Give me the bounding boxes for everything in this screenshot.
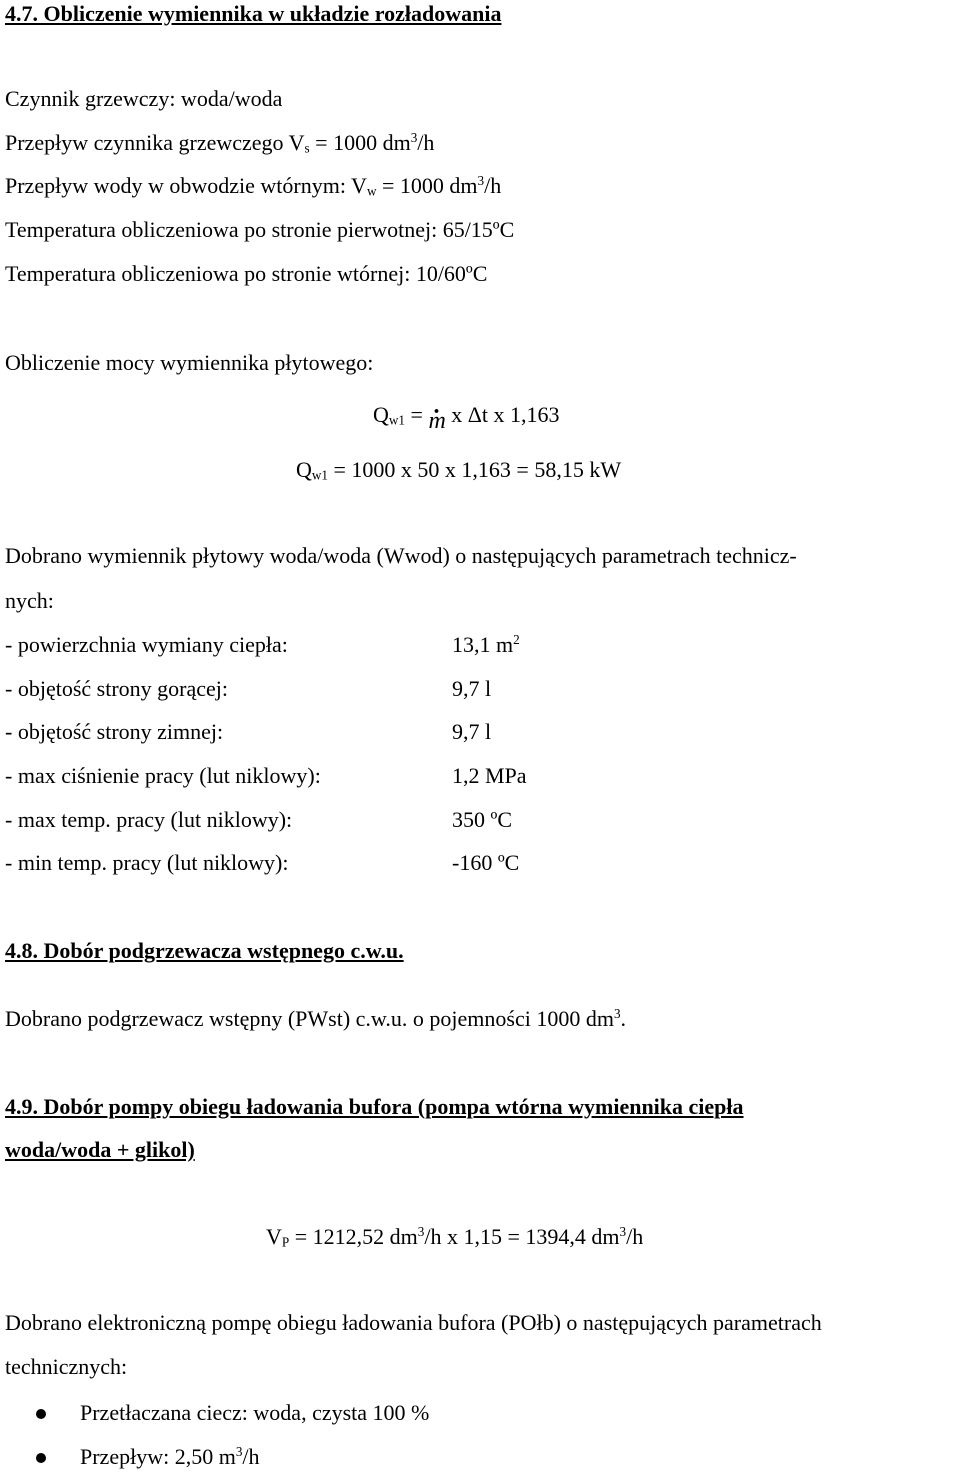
power-calc-label: Obliczenie mocy wymiennika płytowego: [5, 350, 374, 375]
power-formula: $Q_{w1}$ = . m x Δt x 1,163 [373, 404, 560, 433]
param-label: - min temp. pracy (lut niklowy): [5, 850, 289, 875]
exchanger-selected-line-cont: nych: [5, 588, 54, 613]
param-value: 9,7 l [452, 676, 492, 701]
pump-flow-formula: $V_P = 1212,52$ $dm^3/h$ x 1,15 = 1394,4 $dm^3/h$ [266, 1223, 644, 1250]
param-label: - max temp. pracy (lut niklowy): [5, 807, 293, 832]
preheater-selected-line: Dobrano podgrzewacz wstępny (PWst) c.w.u. o pojemności 1000 $dm^3$. [5, 1005, 627, 1031]
primary-flow-line: Przepływ czynnika grzewczego $V_s = 1000$ $dm^3/h$ [5, 129, 435, 156]
param-label: - max ciśnienie pracy (lut niklowy): [5, 763, 321, 788]
heating-medium-line: Czynnik grzewczy: woda/woda [5, 86, 283, 111]
param-value: -160 ºC [452, 850, 520, 875]
mass-flow-symbol: . m [428, 409, 445, 433]
secondary-temperature-line: Temperatura obliczeniowa po stronie wtórnej: 10/60ºC [5, 261, 488, 286]
section-heading-4-9: 4.9. Dobór pompy obiegu ładowania bufora (pompa wtórna wymiennika ciepła [5, 1094, 744, 1119]
exchanger-selected-line: Dobrano wymiennik płytowy woda/woda (Wwod) o następujących parametrach technicz- [5, 543, 797, 568]
bullet-icon [36, 1409, 46, 1419]
primary-temperature-line: Temperatura obliczeniowa po stronie pierwotnej: 65/15ºC [5, 217, 515, 242]
list-item: Przetłaczana ciecz: woda, czysta 100 % [80, 1400, 430, 1425]
section-heading-4-9-cont: woda/woda + glikol) [5, 1137, 195, 1162]
secondary-flow-line: Przepływ wody w obwodzie wtórnym: $V_w = 1000$ $dm^3/h$ [5, 172, 502, 199]
param-value: 9,7 l [452, 719, 492, 744]
power-result: $Q_{w1} = 1000$ x 50 x 1,163 = 58,15 kW [296, 457, 622, 483]
section-heading-4-7: 4.7. Obliczenie wymiennika w układzie rozładowania [5, 1, 502, 26]
param-label: - objętość strony zimnej: [5, 719, 224, 744]
pump-selected-line: Dobrano elektroniczną pompę obiegu ładowania bufora (POłb) o następujących parametrach [5, 1310, 822, 1335]
bullet-icon [36, 1453, 46, 1463]
list-item: Przepływ: 2,50 $m^3/h$ [80, 1443, 260, 1469]
param-value: 13,1 $m^2$ [452, 631, 520, 657]
param-label: - objętość strony gorącej: [5, 676, 228, 701]
section-heading-4-8: 4.8. Dobór podgrzewacza wstępnego c.w.u. [5, 938, 404, 963]
param-value: 1,2 MPa [452, 763, 527, 788]
pump-selected-line-cont: technicznych: [5, 1354, 128, 1379]
param-value: 350 ºC [452, 807, 512, 832]
param-label: - powierzchnia wymiany ciepła: [5, 632, 288, 657]
